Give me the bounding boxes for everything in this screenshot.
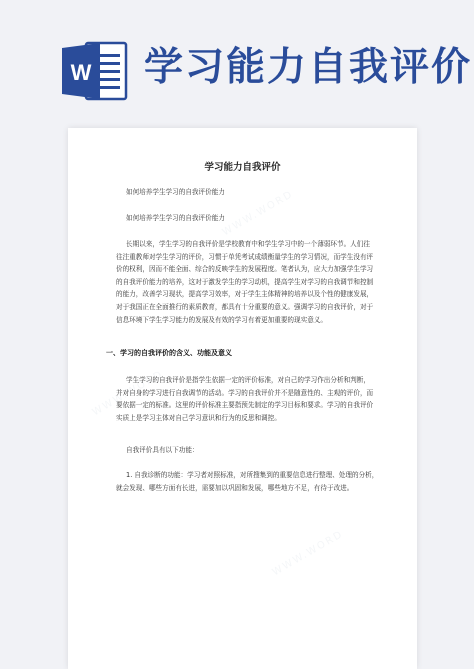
text-line: 实质上是学习主体对自己学习意识和行为的反思和调控。 bbox=[116, 413, 281, 422]
text-line: 的自我评价能力的培养，这对于激发学生的学习动机，提高学生对学习的自我调节和控制 bbox=[116, 277, 374, 286]
section-heading: 一、学习的自我评价的含义、功能及意义 bbox=[106, 349, 232, 357]
svg-text:W: W bbox=[70, 60, 92, 85]
text-line: 长期以来，学生学习的自我评价是学校教育中和学生学习中的一个薄弱环节。人们往 bbox=[126, 240, 370, 248]
text-line: 价的权利，因而不能全面、综合的反映学生的发展程度。笔者认为，应大力加强学生学习 bbox=[116, 265, 374, 274]
text-line: 1. 自我诊断的功能：学习者对照标准，对所搜集到的重要信息进行整理、处理的分析， bbox=[126, 471, 379, 479]
paragraph-function bbox=[116, 469, 379, 497]
text-line: 要依据一定的标准。这里的评价标准主要指预先制定的学习目标和要求。学习的自我评价 bbox=[116, 401, 374, 410]
watermark: WWW.WORD bbox=[270, 528, 346, 579]
paragraph-intro bbox=[116, 238, 376, 330]
paragraph: 如何培养学生学习的自我评价能力 bbox=[126, 188, 225, 196]
watermark: WWW.WORD bbox=[90, 368, 166, 419]
paragraph: 如何培养学生学习的自我评价能力 bbox=[126, 214, 225, 222]
watermark: WWW.WORD bbox=[220, 188, 296, 239]
banner-title: 学习能力自我评价 bbox=[144, 45, 473, 90]
word-doc-icon bbox=[60, 40, 130, 102]
document-page bbox=[68, 128, 417, 669]
text-line: 学生学习的自我评价是指学生依据一定的评价标准，对自己的学习作出分析和判断， bbox=[126, 376, 370, 384]
paragraph-definition bbox=[116, 374, 376, 428]
text-line: 的能力，改善学习现状，提高学习效率，对于学生主体精神的培养以及个性的健康发展， bbox=[116, 290, 374, 299]
text-line: 往注重教师对学生学习的评价，习惯于单凭考试成绩衡量学生的学习情况，而学生没有评 bbox=[116, 252, 374, 261]
text-line: 信息环境下学生学习能力的发展及有效的学习有着更加重要的现实意义。 bbox=[116, 315, 327, 324]
paragraph: 自我评价具有以下功能： bbox=[126, 446, 199, 454]
text-line: 就会发现、哪些方面有长进，需要加以巩固和发展，哪些地方不足，有待于改进。 bbox=[116, 483, 354, 492]
text-line: 对于我国正在全面推行的素质教育，都具有十分重要的意义。强调学习的自我评价，对于 bbox=[116, 303, 374, 311]
text-line: 并对自身的学习进行自我调节的活动。学习的自我评价并不是随意性的、主观的评价，而 bbox=[116, 388, 374, 397]
document-title: 学习能力自我评价 bbox=[204, 162, 281, 173]
header-banner bbox=[0, 0, 474, 118]
